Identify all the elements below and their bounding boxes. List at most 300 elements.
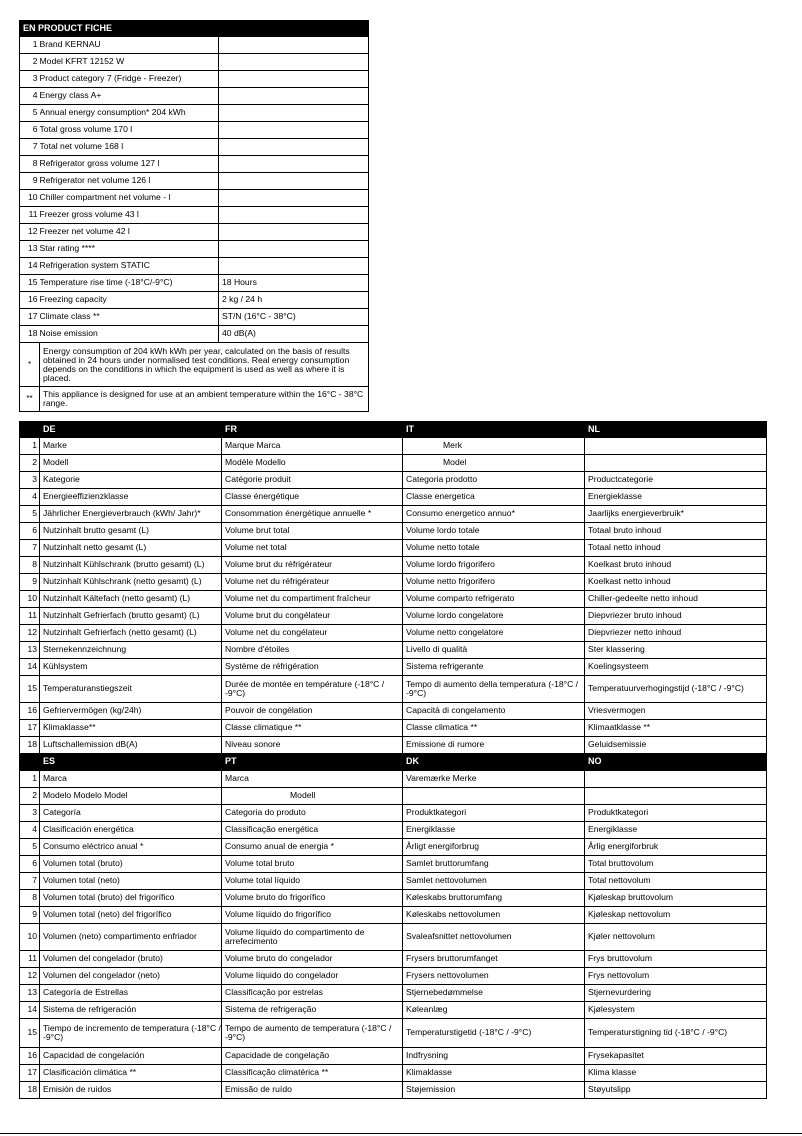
row-number: 5 (20, 105, 40, 122)
cell-nl (585, 438, 767, 455)
cell-no: Årlig energiforbruk (585, 839, 767, 856)
cell-nl (585, 455, 767, 472)
cell-it: Categoria prodotto (403, 472, 585, 489)
table-row (20, 676, 767, 703)
row-value (219, 173, 369, 190)
cell-dk: Køleskabs nettovolumen (403, 907, 585, 924)
cell-es: Clasificación energética (40, 822, 222, 839)
header-blank (20, 754, 40, 771)
row-label: Refrigeration system STATIC (40, 258, 219, 275)
row-number: 8 (20, 890, 40, 907)
table-row (20, 489, 767, 506)
table-row (20, 968, 767, 985)
cell-fr: Classe énergétique (222, 489, 403, 506)
en-fiche-row (20, 54, 369, 71)
cell-es: Marca (40, 771, 222, 788)
en-fiche-row (20, 258, 369, 275)
table-row (20, 1048, 767, 1065)
row-label: Total gross volume 170 l (40, 122, 219, 139)
table-row (20, 788, 767, 805)
en-fiche-row (20, 207, 369, 224)
cell-de: Kühlsystem (40, 659, 222, 676)
table-row (20, 985, 767, 1002)
cell-fr: Modèle Modello (222, 455, 403, 472)
row-number: 9 (20, 574, 40, 591)
table-row (20, 805, 767, 822)
row-value (219, 207, 369, 224)
cell-fr: Catégorie produit (222, 472, 403, 489)
table-row (20, 455, 767, 472)
en-fiche-header (20, 21, 369, 37)
row-number: 12 (20, 224, 40, 241)
row-number: 15 (20, 275, 40, 292)
row-number: 7 (20, 139, 40, 156)
cell-no: Produktkategori (585, 805, 767, 822)
row-label: Noise emission (40, 326, 219, 343)
cell-dk: Støjemission (403, 1082, 585, 1099)
cell-no: Frysekapasitet (585, 1048, 767, 1065)
en-fiche-row (20, 326, 369, 343)
cell-pt: Capacidade de congelação (222, 1048, 403, 1065)
cell-fr: Nombre d'étoiles (222, 642, 403, 659)
row-label: Climate class ** (40, 309, 219, 326)
row-value (219, 122, 369, 139)
row-number: 13 (20, 241, 40, 258)
header-blank (20, 422, 40, 438)
cell-dk: Energiklasse (403, 822, 585, 839)
cell-it: Classe climatica ** (403, 720, 585, 737)
table-row (20, 574, 767, 591)
cell-nl: Energieklasse (585, 489, 767, 506)
cell-dk: Varemærke Merke (403, 771, 585, 788)
table-row (20, 557, 767, 574)
en-fiche-row (20, 190, 369, 207)
cell-no: Total nettovolum (585, 873, 767, 890)
cell-it: Volume netto congelatore (403, 625, 585, 642)
table-row (20, 924, 767, 951)
cell-pt: Categoria do produto (222, 805, 403, 822)
cell-es: Volumen total (bruto) (40, 856, 222, 873)
table-row (20, 951, 767, 968)
table-row (20, 1082, 767, 1099)
cell-it: Volume netto frigorifero (403, 574, 585, 591)
row-number: 2 (20, 455, 40, 472)
en-fiche-row (20, 88, 369, 105)
cell-pt: Volume bruto do congelador (222, 951, 403, 968)
cell-it: Volume comparto refrigerato (403, 591, 585, 608)
row-label: Freezer gross volume 43 l (40, 207, 219, 224)
block1-header-row (20, 422, 767, 438)
cell-es: Modelo Modelo Model (40, 788, 222, 805)
row-label: Brand KERNAU (40, 37, 219, 54)
table-row (20, 506, 767, 523)
cell-fr: Marque Marca (222, 438, 403, 455)
row-number: 9 (20, 907, 40, 924)
row-number: 2 (20, 788, 40, 805)
cell-it: Consumo energetico annuo* (403, 506, 585, 523)
table-row (20, 438, 767, 455)
row-number: 7 (20, 540, 40, 557)
table-row (20, 737, 767, 754)
row-number: 5 (20, 839, 40, 856)
cell-de: Klimaklasse** (40, 720, 222, 737)
table-row (20, 659, 767, 676)
cell-fr: Consommation énergétique annuelle * (222, 506, 403, 523)
cell-fr: Pouvoir de congélation (222, 703, 403, 720)
table-row (20, 1019, 767, 1048)
note-text: This appliance is designed for use at an ambient temperature within the 16°C - 38°C range. (40, 387, 369, 412)
row-number: 10 (20, 924, 40, 951)
row-number: 4 (20, 822, 40, 839)
row-number: 12 (20, 625, 40, 642)
cell-it: Volume lordo congelatore (403, 608, 585, 625)
header-lang-nl: NL (585, 422, 767, 438)
en-fiche-row (20, 241, 369, 258)
header-lang-dk: DK (403, 754, 585, 771)
cell-fr: Classe climatique ** (222, 720, 403, 737)
cell-pt: Volume líquido do frigorífico (222, 907, 403, 924)
table-row (20, 873, 767, 890)
table-row (20, 856, 767, 873)
row-number: 1 (20, 771, 40, 788)
header-lang-es: ES (40, 754, 222, 771)
cell-pt: Volume total bruto (222, 856, 403, 873)
row-value (219, 156, 369, 173)
cell-pt: Classificação por estrelas (222, 985, 403, 1002)
cell-nl: Temperatuurverhogingstijd (-18°C / -9°C) (585, 676, 767, 703)
table-row (20, 540, 767, 557)
header-lang-de: DE (40, 422, 222, 438)
cell-nl: Diepvriezer bruto inhoud (585, 608, 767, 625)
row-number: 9 (20, 173, 40, 190)
table-row (20, 1002, 767, 1019)
row-number: 11 (20, 608, 40, 625)
row-number: 10 (20, 190, 40, 207)
table-row (20, 591, 767, 608)
table-row (20, 523, 767, 540)
row-label: Energy class A+ (40, 88, 219, 105)
row-number: 17 (20, 720, 40, 737)
cell-es: Emisión de ruidos (40, 1082, 222, 1099)
cell-dk: Klimaklasse (403, 1065, 585, 1082)
cell-es: Sistema de refrigeración (40, 1002, 222, 1019)
en-fiche-row (20, 275, 369, 292)
note-text: Energy consumption of 204 kWh kWh per year, calculated on the basis of results obtained in 24 hours under normalised test conditions. Real energy consumption depends on the conditions in which the equipment is used as well as where it is placed. (40, 343, 369, 387)
row-number: 8 (20, 156, 40, 173)
table-row (20, 642, 767, 659)
cell-es: Consumo eléctrico anual * (40, 839, 222, 856)
row-value (219, 258, 369, 275)
row-value (219, 88, 369, 105)
header-lang-pt: PT (222, 754, 403, 771)
en-fiche-row (20, 224, 369, 241)
row-number: 11 (20, 951, 40, 968)
table-row (20, 703, 767, 720)
table-row (20, 472, 767, 489)
row-number: 18 (20, 737, 40, 754)
en-fiche-title: EN PRODUCT FICHE (20, 21, 369, 37)
row-number: 2 (20, 54, 40, 71)
cell-es: Tiempo de incremento de temperatura (-18°C / -9°C) (40, 1019, 222, 1048)
cell-dk: Indfrysning (403, 1048, 585, 1065)
cell-es: Volumen total (bruto) del frigorífico (40, 890, 222, 907)
cell-fr: Système de réfrigération (222, 659, 403, 676)
row-value (219, 139, 369, 156)
row-number: 14 (20, 258, 40, 275)
cell-de: Temperaturanstiegszeit (40, 676, 222, 703)
cell-dk: Produktkategori (403, 805, 585, 822)
cell-dk: Køleanlæg (403, 1002, 585, 1019)
row-number: 5 (20, 506, 40, 523)
table-row (20, 625, 767, 642)
cell-nl: Ster klassering (585, 642, 767, 659)
cell-fr: Niveau sonore (222, 737, 403, 754)
row-value (219, 37, 369, 54)
row-number: 13 (20, 985, 40, 1002)
cell-de: Nutzinhalt netto gesamt (L) (40, 540, 222, 557)
row-number: 15 (20, 676, 40, 703)
en-fiche-row (20, 71, 369, 88)
row-number: 1 (20, 37, 40, 54)
header-lang-fr: FR (222, 422, 403, 438)
row-label: Temperature rise time (-18°C/-9°C) (40, 275, 219, 292)
cell-de: Nutzinhalt Kühlschrank (brutto gesamt) (L) (40, 557, 222, 574)
cell-pt: Volume total líquido (222, 873, 403, 890)
row-value: ST/N (16°C - 38°C) (219, 309, 369, 326)
table-row (20, 839, 767, 856)
cell-pt: Classificação energética (222, 822, 403, 839)
row-number: 14 (20, 659, 40, 676)
row-number: 13 (20, 642, 40, 659)
cell-dk: Køleskabs bruttorumfang (403, 890, 585, 907)
row-label: Chiller compartment net volume - l (40, 190, 219, 207)
cell-nl: Totaal bruto inhoud (585, 523, 767, 540)
cell-es: Volumen total (neto) (40, 873, 222, 890)
cell-no (585, 788, 767, 805)
en-fiche-row (20, 122, 369, 139)
cell-dk: Samlet nettovolumen (403, 873, 585, 890)
cell-it: Volume lordo frigorifero (403, 557, 585, 574)
en-fiche-row (20, 292, 369, 309)
row-number: 14 (20, 1002, 40, 1019)
cell-no: Kjøleskap nettovolum (585, 907, 767, 924)
row-label: Freezing capacity (40, 292, 219, 309)
row-number: 17 (20, 309, 40, 326)
row-label: Total net volume 168 l (40, 139, 219, 156)
row-value: 40 dB(A) (219, 326, 369, 343)
cell-it: Volume netto totale (403, 540, 585, 557)
cell-dk: Temperaturstigetid (-18°C / -9°C) (403, 1019, 585, 1048)
row-value: 2 kg / 24 h (219, 292, 369, 309)
en-fiche-note-row (20, 343, 369, 387)
cell-no: Kjøler nettovolum (585, 924, 767, 951)
cell-fr: Volume net du compartiment fraîcheur (222, 591, 403, 608)
row-label: Star rating **** (40, 241, 219, 258)
row-number: 6 (20, 523, 40, 540)
row-label: Model KFRT 12152 W (40, 54, 219, 71)
cell-de: Jährlicher Energieverbrauch (kWh/ Jahr)* (40, 506, 222, 523)
cell-dk: Samlet bruttorumfang (403, 856, 585, 873)
row-value (219, 224, 369, 241)
cell-es: Volumen del congelador (bruto) (40, 951, 222, 968)
note-mark: ** (20, 387, 40, 412)
en-fiche-note-row (20, 387, 369, 412)
cell-nl: Totaal netto inhoud (585, 540, 767, 557)
cell-dk: Frysers nettovolumen (403, 968, 585, 985)
cell-es: Categoría (40, 805, 222, 822)
cell-no: Temperaturstigning tid (-18°C / -9°C) (585, 1019, 767, 1048)
cell-pt: Tempo de aumento de temperatura (-18°C / -9°C) (222, 1019, 403, 1048)
cell-it: Capacità di congelamento (403, 703, 585, 720)
row-label: Annual energy consumption* 204 kWh (40, 105, 219, 122)
cell-es: Volumen del congelador (neto) (40, 968, 222, 985)
row-number: 4 (20, 489, 40, 506)
cell-pt: Volume bruto do frigorífico (222, 890, 403, 907)
row-number: 4 (20, 88, 40, 105)
cell-de: Sternekennzeichnung (40, 642, 222, 659)
cell-it: Tempo di aumento della temperatura (-18°C / -9°C) (403, 676, 585, 703)
cell-fr: Volume brut du congélateur (222, 608, 403, 625)
cell-fr: Durée de montée en température (-18°C / -9°C) (222, 676, 403, 703)
cell-de: Nutzinhalt brutto gesamt (L) (40, 523, 222, 540)
cell-de: Kategorie (40, 472, 222, 489)
row-number: 16 (20, 292, 40, 309)
row-number: 1 (20, 438, 40, 455)
cell-no: Kjøleskap bruttovolum (585, 890, 767, 907)
cell-pt: Emissão de ruído (222, 1082, 403, 1099)
table-row (20, 608, 767, 625)
cell-no (585, 771, 767, 788)
cell-es: Volumen (neto) compartimento enfriador (40, 924, 222, 951)
table-row (20, 907, 767, 924)
row-number: 18 (20, 326, 40, 343)
table-row (20, 771, 767, 788)
cell-de: Nutzinhalt Kältefach (netto gesamt) (L) (40, 591, 222, 608)
cell-fr: Volume net du réfrigérateur (222, 574, 403, 591)
block2-header-row (20, 754, 767, 771)
table-row (20, 1065, 767, 1082)
row-value (219, 71, 369, 88)
cell-it: Sistema refrigerante (403, 659, 585, 676)
row-value: 18 Hours (219, 275, 369, 292)
cell-no: Klima klasse (585, 1065, 767, 1082)
en-fiche-row (20, 173, 369, 190)
cell-nl: Jaarlijks energieverbruik* (585, 506, 767, 523)
row-number: 8 (20, 557, 40, 574)
en-product-fiche-table (19, 20, 369, 412)
cell-nl: Vriesvermogen (585, 703, 767, 720)
cell-nl: Diepvriezer netto inhoud (585, 625, 767, 642)
cell-dk: Stjernebedømmelse (403, 985, 585, 1002)
row-number: 10 (20, 591, 40, 608)
cell-pt: Marca (222, 771, 403, 788)
cell-pt: Modell (222, 788, 403, 805)
cell-it: Classe energetica (403, 489, 585, 506)
cell-dk: Svaleafsnittet nettovolumen (403, 924, 585, 951)
cell-de: Gefriervermögen (kg/24h) (40, 703, 222, 720)
cell-de: Luftschallemission dB(A) (40, 737, 222, 754)
row-number: 17 (20, 1065, 40, 1082)
header-lang-it: IT (403, 422, 585, 438)
row-number: 12 (20, 968, 40, 985)
row-number: 16 (20, 1048, 40, 1065)
cell-it: Livello di qualità (403, 642, 585, 659)
cell-es: Clasificación climática ** (40, 1065, 222, 1082)
row-label: Refrigerator net volume 126 l (40, 173, 219, 190)
cell-it: Volume lordo totale (403, 523, 585, 540)
cell-fr: Volume net du congélateur (222, 625, 403, 642)
row-value (219, 105, 369, 122)
cell-pt: Classificação climatérica ** (222, 1065, 403, 1082)
cell-no: Kjølesystem (585, 1002, 767, 1019)
header-lang-no: NO (585, 754, 767, 771)
cell-nl: Koelingsysteem (585, 659, 767, 676)
cell-de: Modell (40, 455, 222, 472)
cell-pt: Consumo anual de energia * (222, 839, 403, 856)
page-bottom-rule (0, 1133, 802, 1134)
cell-de: Nutzinhalt Kühlschrank (netto gesamt) (L) (40, 574, 222, 591)
row-number: 18 (20, 1082, 40, 1099)
cell-de: Nutzinhalt Gefrierfach (brutto gesamt) (L) (40, 608, 222, 625)
cell-de: Marke (40, 438, 222, 455)
note-mark: * (20, 343, 40, 387)
row-number: 7 (20, 873, 40, 890)
cell-pt: Volume líquido do congelador (222, 968, 403, 985)
cell-de: Nutzinhalt Gefrierfach (netto gesamt) (L) (40, 625, 222, 642)
cell-fr: Volume brut du réfrigérateur (222, 557, 403, 574)
en-fiche-row (20, 309, 369, 326)
en-fiche-row (20, 105, 369, 122)
cell-dk (403, 788, 585, 805)
table-row (20, 890, 767, 907)
cell-pt: Sistema de refrigeração (222, 1002, 403, 1019)
table-row (20, 822, 767, 839)
row-number: 16 (20, 703, 40, 720)
en-fiche-row (20, 139, 369, 156)
row-number: 11 (20, 207, 40, 224)
cell-dk: Frysers bruttorumfanget (403, 951, 585, 968)
row-label: Freezer net volume 42 l (40, 224, 219, 241)
cell-no: Energiklasse (585, 822, 767, 839)
cell-de: Energieeffizienzklasse (40, 489, 222, 506)
cell-nl: Koelkast netto inhoud (585, 574, 767, 591)
cell-es: Capacidad de congelación (40, 1048, 222, 1065)
cell-no: Frys bruttovolum (585, 951, 767, 968)
table-row (20, 720, 767, 737)
row-value (219, 241, 369, 258)
row-number: 6 (20, 122, 40, 139)
cell-no: Støyutslipp (585, 1082, 767, 1099)
cell-no: Stjernevurdering (585, 985, 767, 1002)
cell-es: Categoría de Estrellas (40, 985, 222, 1002)
cell-fr: Volume brut total (222, 523, 403, 540)
row-number: 3 (20, 805, 40, 822)
row-number: 6 (20, 856, 40, 873)
cell-nl: Koelkast bruto inhoud (585, 557, 767, 574)
cell-nl: Geluidsemissie (585, 737, 767, 754)
cell-no: Frys nettovolum (585, 968, 767, 985)
cell-es: Volumen total (neto) del frigorífico (40, 907, 222, 924)
cell-it: Emissione di rumore (403, 737, 585, 754)
en-fiche-row (20, 156, 369, 173)
row-value (219, 190, 369, 207)
cell-nl: Productcategorie (585, 472, 767, 489)
row-number: 3 (20, 71, 40, 88)
cell-pt: Volume líquido do compartimento de arrefecimento (222, 924, 403, 951)
multilingual-table (19, 421, 767, 1099)
cell-it: Model (403, 455, 585, 472)
en-fiche-row (20, 37, 369, 54)
